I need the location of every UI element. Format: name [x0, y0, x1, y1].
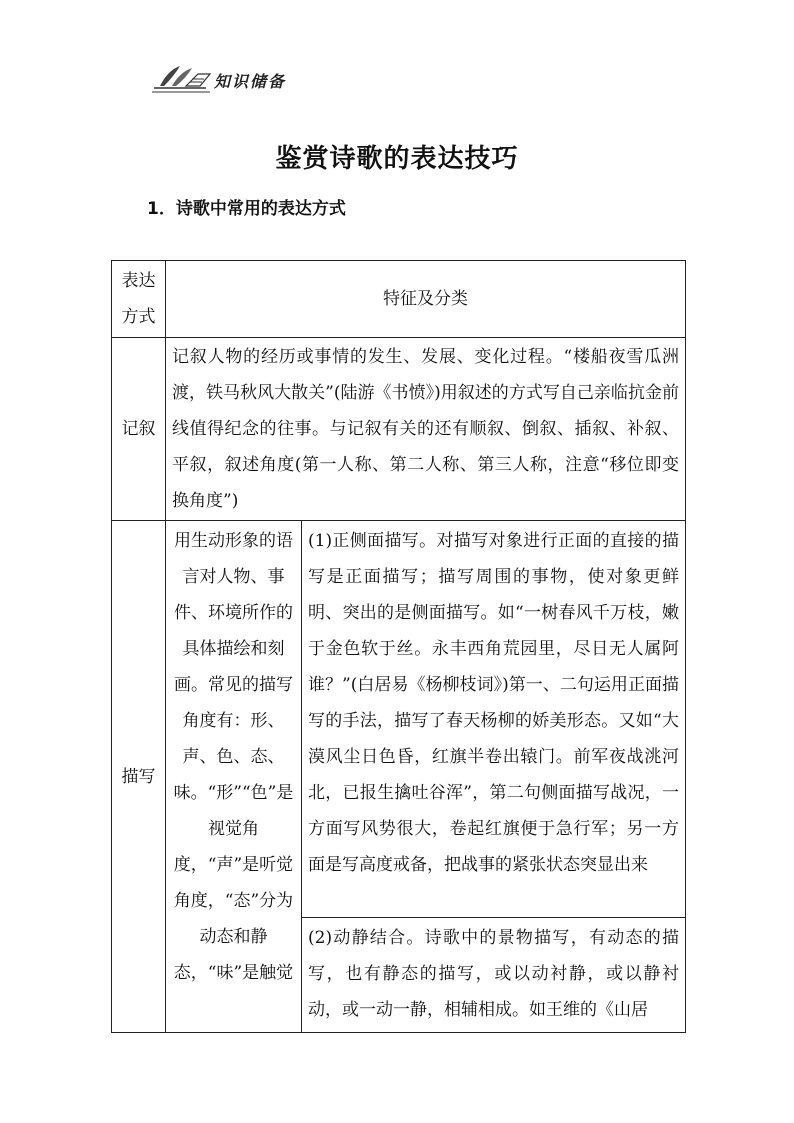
row-text-narration: 记叙人物的经历或事情的发生、发展、变化过程。“楼船夜雪瓜洲渡，铁马秋风大散关”(陆游《书愤》)用叙述的方式写自己亲临抗金前线值得纪念的往事。与记叙有关的还有顺叙、倒叙、插叙、补叙、平叙，叙述角度(第一人称、第二人称、第三人称，注意“移位即变换角度”) — [166, 338, 686, 521]
section-subtitle: 1．诗歌中常用的表达方式 — [147, 199, 346, 219]
page-title: 鉴赏诗歌的表达技巧 — [275, 144, 519, 174]
row-sub2-description: (2)动静结合。诗歌中的景物描写，有动态的描写，也有静态的描写，或以动衬静，或以静衬动，或一动一静，相辅相成。如王维的《山居 — [302, 918, 686, 1033]
table-row — [112, 338, 686, 521]
table-row — [112, 521, 686, 918]
quill-book-icon — [150, 62, 214, 96]
row-desc-description: 用生动形象的语言对人物、事件、环境所作的具体描绘和刻画。常见的描写角度有：形、声、色、态、味。“形”“色”是视觉角度，“声”是听觉角度，“态”分为动态和静态，“味”是触觉 — [166, 521, 302, 1033]
expression-table — [111, 260, 686, 1033]
header-cell-type: 表达方式 — [112, 261, 166, 338]
header-cell-features: 特征及分类 — [166, 261, 686, 338]
row-type-description: 描写 — [112, 521, 166, 1033]
badge-label: 知识储备 — [214, 72, 287, 91]
row-sub1-description: (1)正侧面描写。对描写对象进行正面的直接的描写是正面描写；描写周围的事物，使对象更鲜明、突出的是侧面描写。如“一树春风千万枝，嫩于金色软于丝。永丰西角荒园里，尽日无人属阿谁？”(白居易《杨柳枝词》)第一、二句运用正面描写的手法，描写了春天杨柳的娇美形态。又如“大漠风尘日色昏，红旗半卷出辕门。前军夜战洮河北，已报生擒吐谷浑”，第二句侧面描写战况，一方面写风势很大，卷起红旗便于急行军；另一方面是写高度戒备，把战事的紧张状态突显出来 — [302, 521, 686, 918]
table-header-row — [112, 261, 686, 338]
section-badge — [150, 62, 310, 96]
row-type-narration: 记叙 — [112, 338, 166, 521]
